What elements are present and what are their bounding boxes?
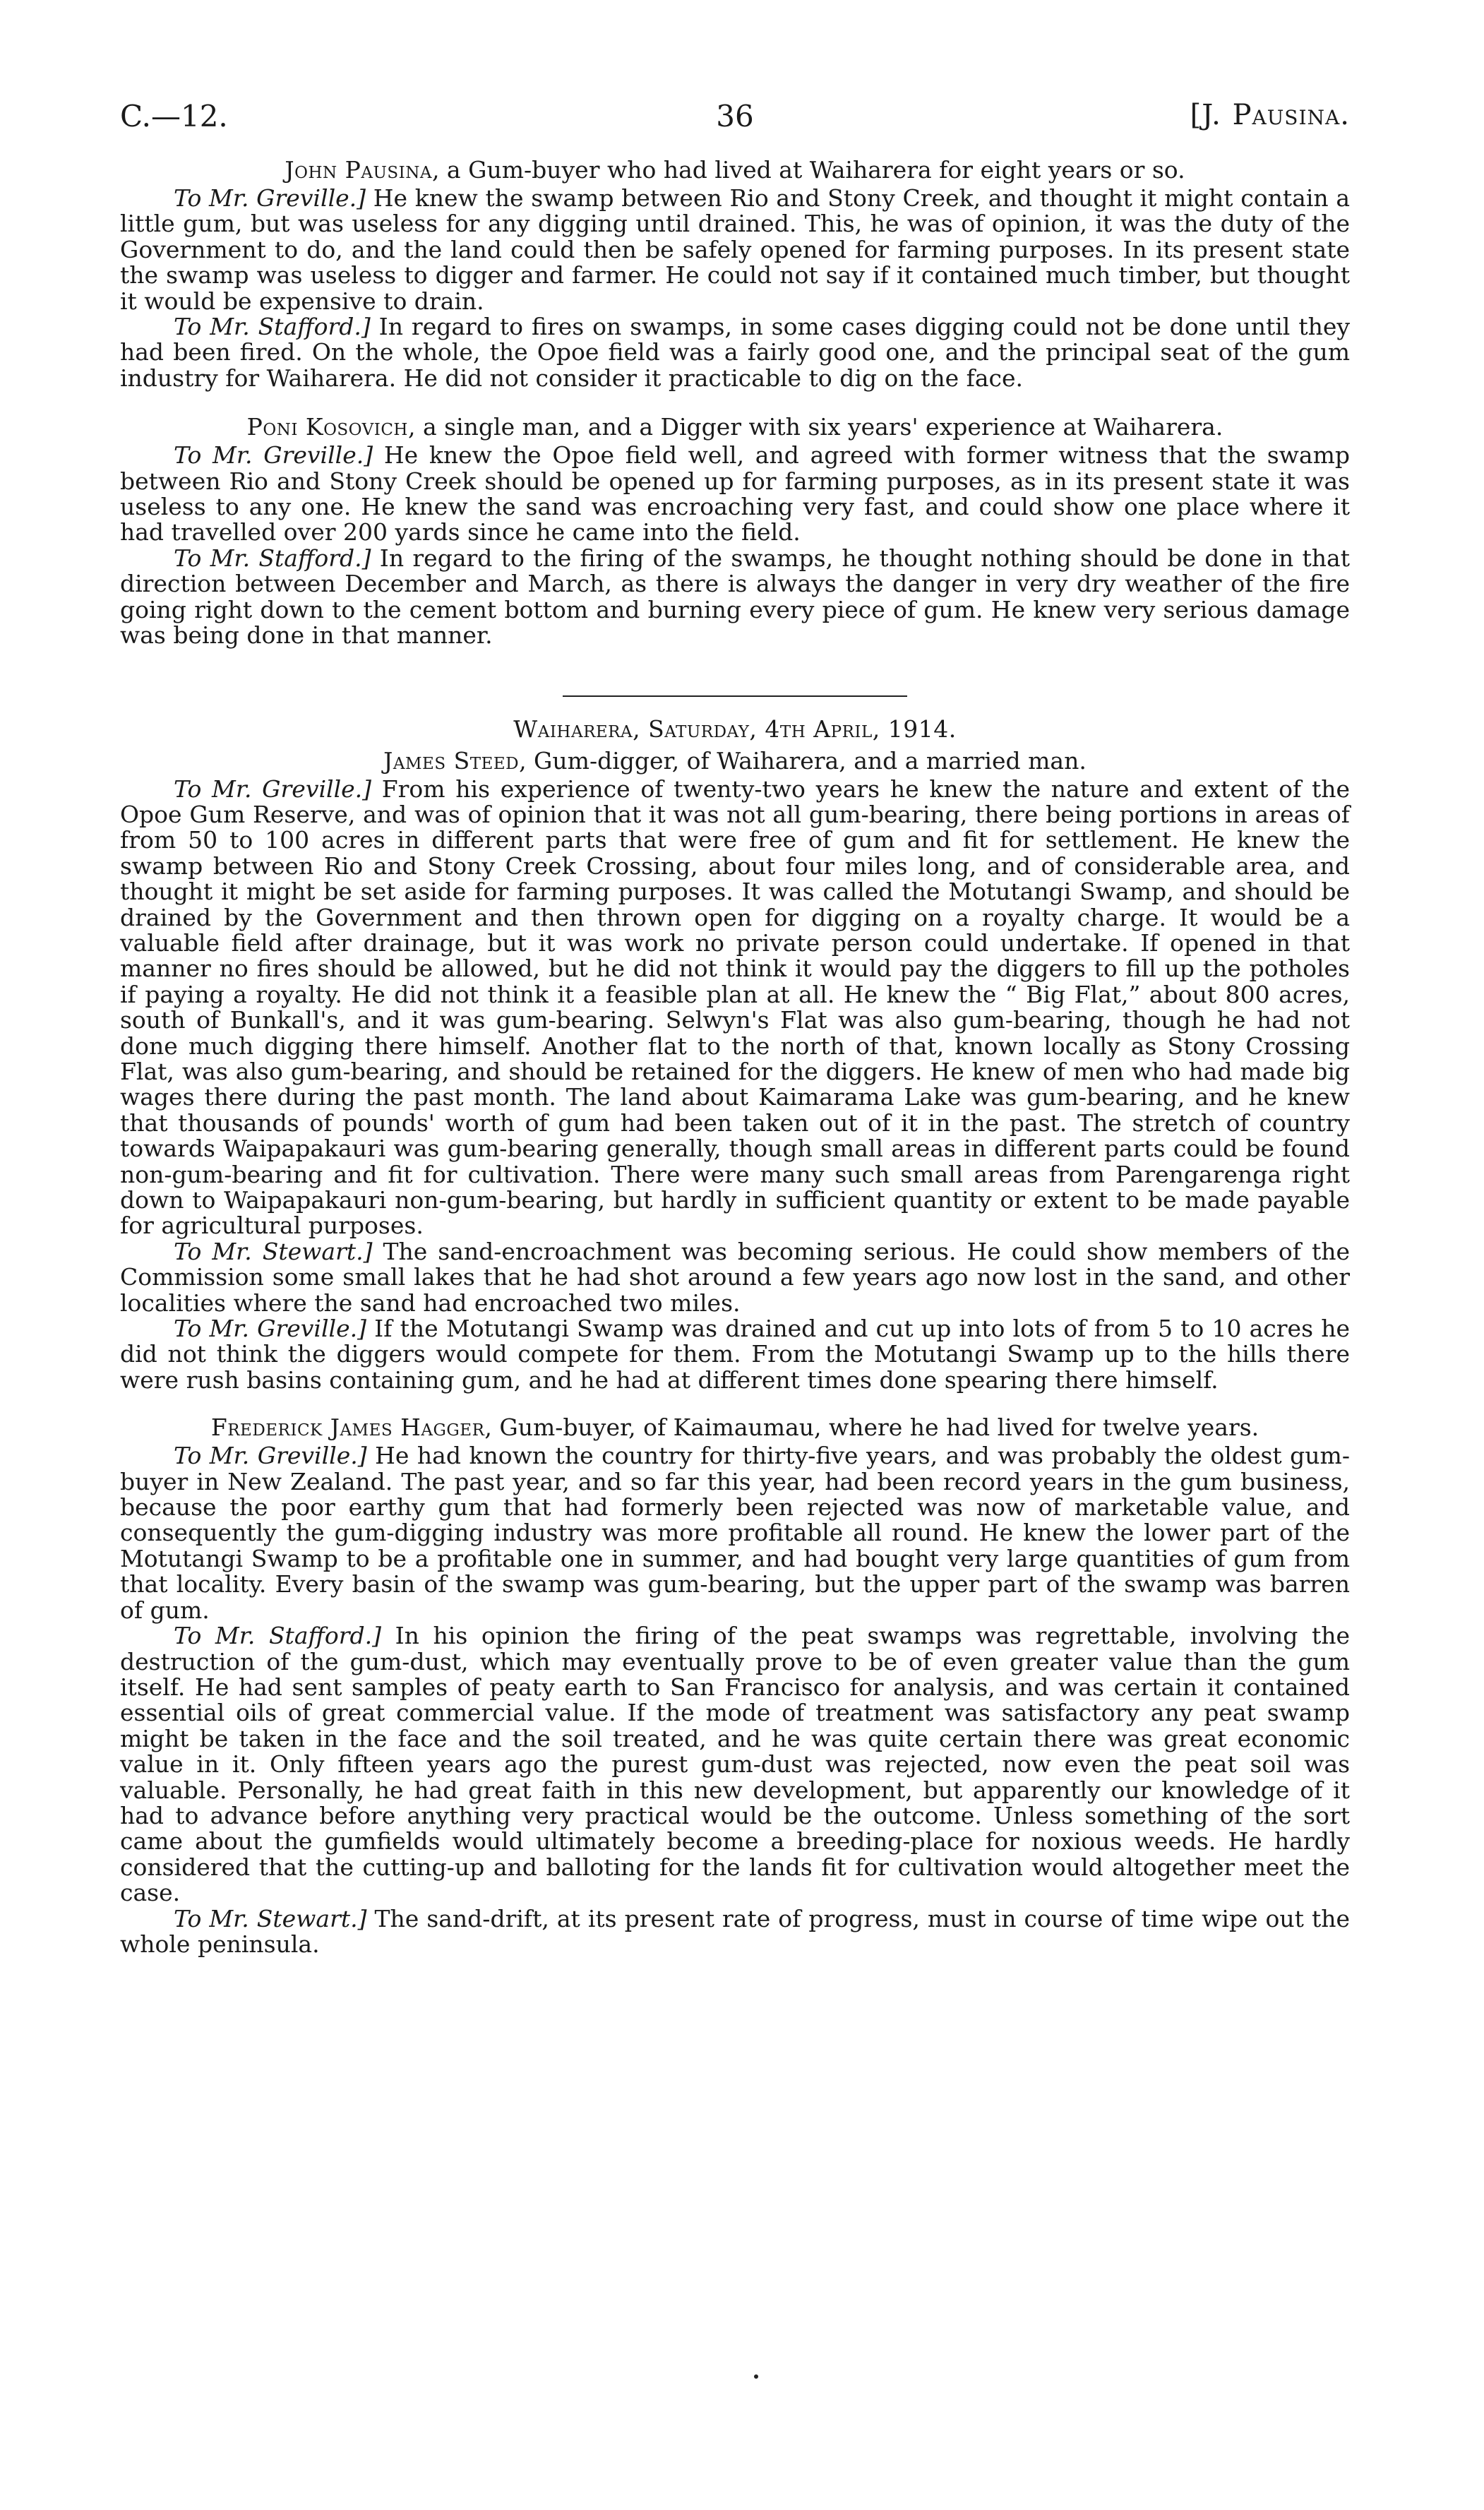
witness-description: , a Gum-buyer who had lived at Waiharera for eight years or so. [431,156,1185,184]
witness-hagger [120,1411,1350,1957]
witness-name: Frederick James Hagger [210,1414,485,1442]
testimony-text: He had known the country for thirty-five years, and was probably the oldest gum-buyer in New Zealand. The past year, and so far this year, had been record years in the gum business, because the poor earthy gum that had formerly been rejected was now of marketable value, and consequently the gum-digging industry was more profitable all round. He knew the lower part of the Motutangi Swamp to be a profitable one in summer, and had bought very large quantities of gum from that locality. Every basin of the swamp was gum-bearing, but the upper part of the swamp was barren of gum. [120,1442,1350,1624]
printing-mark [754,2374,758,2379]
witness-pausina [120,154,1350,391]
addressee: To Mr. Stewart.] [174,1904,367,1932]
addressee: To Mr. Greville.] [174,441,373,470]
testimony-paragraph [120,1623,1350,1906]
testimony-text: The sand-encroachment was becoming serious. He could show members of the Commission some small lakes that he had shot around a few years ago now lost in the sand, and other localities where the sand had encroached two miles. [120,1237,1350,1317]
page-header [120,85,1350,141]
testimony-text: In regard to fires on swamps, in some cases digging could not be done until they had been fired. On the whole, the Opoe field was a fairly good one, and the principal seat of the gum industry for Waiharera. He did not consider it practicable to dig on the face. [120,313,1351,392]
header-witness-name [1190,99,1350,131]
sitting-date-heading: Waiharera, Saturday, 4th April, 1914. [513,715,957,743]
witness-name: James Steed [383,746,520,775]
testimony-paragraph [120,443,1350,546]
addressee: To Mr. Greville.] [174,775,372,803]
addressee: To Mr. Stafford.] [174,1622,382,1650]
testimony-paragraph [120,314,1350,391]
testimony-text: If the Motutangi Swamp was drained and cut up into lots of from 5 to 10 acres he did not think the diggers would compete for them. From the Motutangi Swamp up to the hills there were rush basins containing gum, and he had at different times done spearing there himself. [120,1315,1350,1394]
witness-intro [120,745,1350,777]
testimony-paragraph [120,1239,1350,1316]
addressee: To Mr. Greville.] [174,1442,367,1470]
testimony-paragraph [120,777,1350,1239]
addressee: To Mr. Greville.] [174,184,366,212]
witness-name: Poni Kosovich [246,413,408,441]
testimony-text: He knew the swamp between Rio and Stony Creek, and thought it might contain a little gum, but was useless for any digging until drained. This, he was of opinion, it was the duty of the Government to do, and the land could then be safely opened for farming purposes. In its present state the swamp was useless to digger and farmer. He could not say if it contained much timber, but thought it would be expensive to drain. [120,184,1351,315]
addressee: To Mr. Greville.] [174,1315,366,1343]
witness-intro [120,411,1350,443]
document-page [120,85,1350,1957]
testimony-text: He knew the Opoe field well, and agreed with former witness that the swamp between Rio and Stony Creek should be opened up for farming purposes, as in its present state it was useless to any one. He knew the sand was encroaching very fast, and could show one place where it had travelled over 200 yards since he came into the field. [120,441,1350,546]
section-divider [563,695,907,697]
addressee: To Mr. Stafford.] [174,544,371,572]
testimony-text: From his experience of twenty-two years he knew the nature and extent of the Opoe Gum Reserve, and was of opinion that it was not all gum-bearing, there being portions in areas of from 50 to 100 acres in different parts that were free of gum and fit for settlement. He knew the swamp between Rio and Stony Creek Crossing, about four miles long, and of considerable area, and thought it might be set aside for farming purposes. It was called the Motutangi Swamp, and should be drained by the Government and then thrown open for digging on a royalty charge. It would be a valuable field after drainage, but it was work no private person could undertake. If opened in that manner no fires should be allowed, but he did not think it would pay the diggers to fill up the potholes if paying a royalty. He did not think it a feasible plan at all. He knew the “ Big Flat,” about 800 acres, south of Bunkall's, and it was gum-bearing. Selwyn's Flat was also gum-bearing, though he had not done much digging there himself. Another flat to the north of that, known locally as Stony Crossing Flat, was also gum-bearing, and should be retained for the diggers. He knew of men who had made big wages there during the past month. The land about Kaimarama Lake was gum-bearing, and he knew that thousands of pounds' worth of gum had been taken out of it in the past. The stretch of country towards Waipapakauri was gum-bearing generally, though small areas in different parts could be found non-gum-bearing and fit for cultivation. There were many such small areas from Parengarenga right down to Waipapakauri non-gum-bearing, but hardly in sufficient quantity or extent to be made payable for agricultural purposes. [120,775,1350,1240]
addressee: To Mr. Stafford.] [174,313,371,341]
witness-name: John Pausina [285,156,432,184]
header-bracket: [J. [1190,99,1221,131]
witness-steed [120,745,1350,1394]
testimony-text: In regard to the firing of the swamps, he thought nothing should be done in that direction between December and March, as there is always the danger in very dry weather of the fire going right down to the cement bottom and burning every piece of gum. He knew very serious damage was being done in that manner. [120,544,1350,650]
witness-description: , Gum-buyer, of Kaimaumau, where he had lived for twelve years. [484,1414,1259,1442]
addressee: To Mr. Stewart.] [174,1237,373,1265]
testimony-paragraph [120,186,1350,314]
testimony-paragraph [120,1316,1350,1393]
header-surname: Pausina. [1232,99,1350,131]
witness-description: , Gum-digger, of Waiharera, and a married man. [519,746,1087,775]
testimony-paragraph [120,1443,1350,1623]
testimony-text: The sand-drift, at its present rate of progress, must in course of time wipe out the whole peninsula. [120,1904,1350,1958]
header-page-number: 36 [716,99,754,133]
testimony-text: In his opinion the firing of the peat swamps was regrettable, involving the destruction of the gum-dust, which may eventually prove to be of even greater value than the gum itself. He had sent samples of peaty earth to San Francisco for analysis, and was certain it contained essential oils of great commercial value. If the mode of treatment was satisfactory any peat swamp might be taken in the face and the soil treated, and he was quite certain there was great economic value in it. Only fifteen years ago the purest gum-dust was rejected, now even the peat soil was valuable. Personally, he had great faith in this new development, but apparently our knowledge of it had to advance before anything very practical would be the outcome. Unless something of the sort came about the gumfields would ultimately become a breeding-place for noxious weeds. He hardly considered that the cutting-up and balloting for the lands fit for cultivation would altogether meet the case. [120,1622,1350,1907]
witness-intro [120,154,1350,186]
witness-description: , a single man, and a Digger with six years' experience at Waiharera. [408,413,1223,441]
testimony-paragraph [120,546,1350,649]
header-paper-ref: C.—12. [120,99,228,133]
testimony-paragraph [120,1906,1350,1958]
witness-kosovich [120,411,1350,648]
witness-intro [120,1411,1350,1443]
